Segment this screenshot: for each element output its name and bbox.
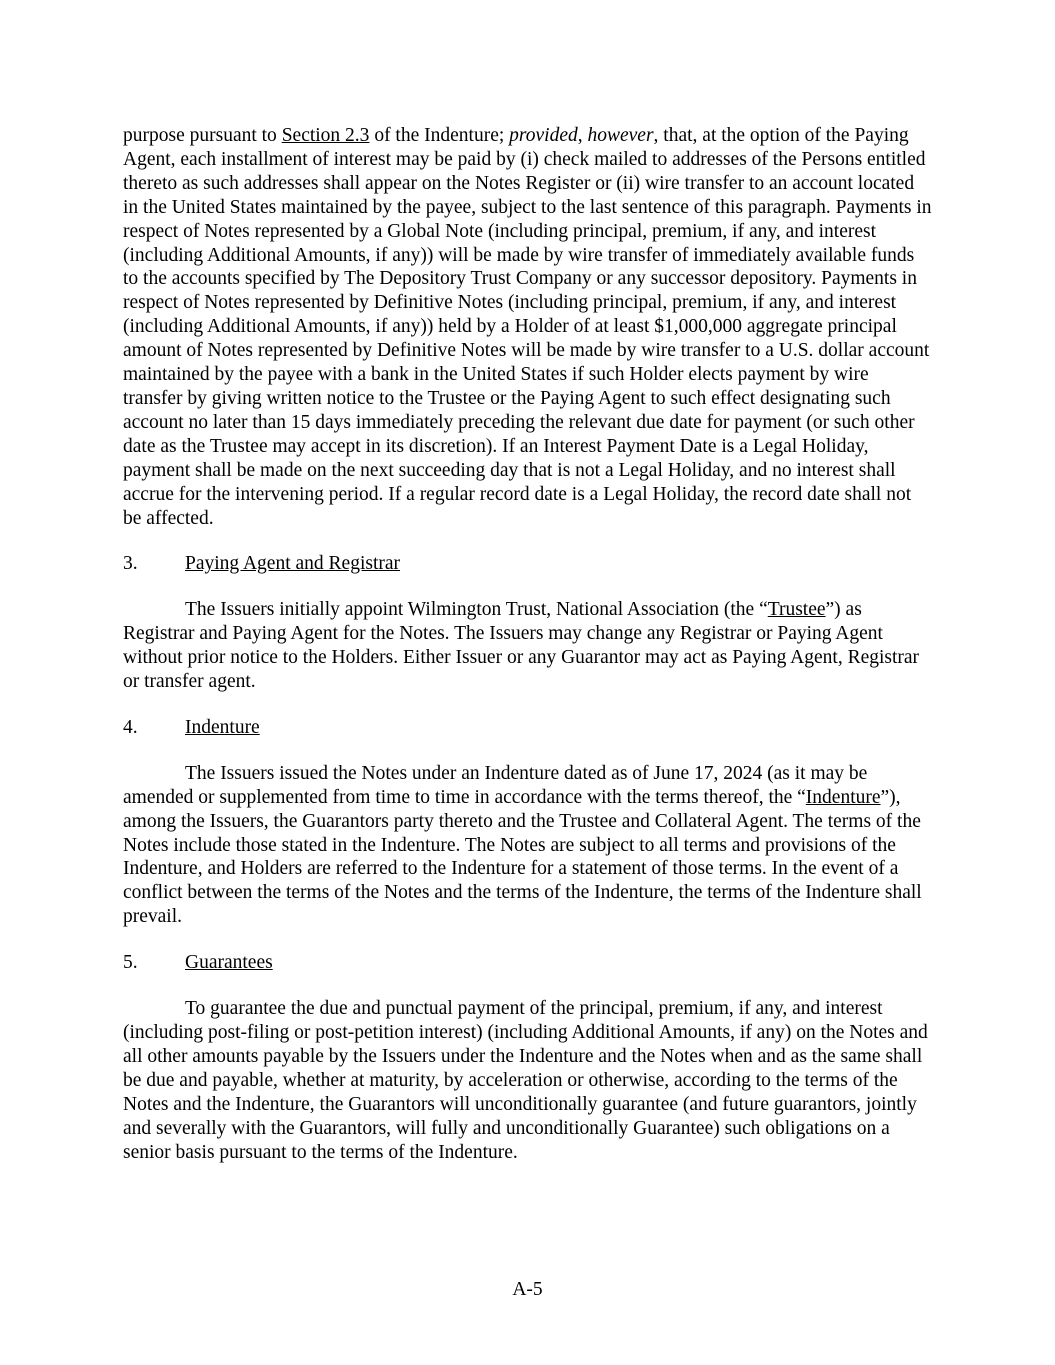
section-heading <box>123 951 933 975</box>
section-number: 5. <box>123 952 138 974</box>
body-paragraph <box>123 124 933 530</box>
text-run: of the Indenture; <box>369 125 510 146</box>
text-run: ”), among the Issuers, the Guarantors party thereto and the Trustee and Collateral Agent. The terms of the Notes include those stated in the Indenture. The Notes are subject to all terms and provisions of the Indenture, and Holders are referred to the Indenture for a statement of those terms. In the event of a conflict between the terms of the Notes and the terms of the Indenture, the terms of the Indenture shall prevail. <box>123 786 922 928</box>
document-body <box>123 124 933 1164</box>
section-heading <box>123 716 933 740</box>
section-heading <box>123 552 933 576</box>
text-run: , that, at the option of the Paying Agent, each installment of interest may be paid by (i) check mailed to addresses of the Persons entitled thereto as such addresses shall appear on the Notes Register or (ii) wire transfer to an account located in the United States maintained by the payee, subject to the last sentence of this paragraph. Payments in respect of Notes represented by a Global Note (including principal, premium, if any, and interest (including Additional Amounts, if any)) will be made by wire transfer of immediately available funds to the accounts specified by The Depository Trust Company or any successor depository. Payments in respect of Notes represented by Definitive Notes (including principal, premium, if any, and interest (including Additional Amounts, if any)) held by a Holder of at least $1,000,000 aggregate principal amount of Notes represented by Definitive Notes will be made by wire transfer to a U.S. dollar account maintained by the payee with a bank in the United States if such Holder elects payment by wire transfer by giving written notice to the Trustee or the Paying Agent to such effect designating such account no later than 15 days immediately preceding the relevant due date for payment (or such other date as the Trustee may accept in its discretion). If an Interest Payment Date is a Legal Holiday, payment shall be made on the next succeeding day that is not a Legal Holiday, and no interest shall accrue for the intervening period. If a regular record date is a Legal Holiday, the record date shall not be affected. <box>123 125 932 529</box>
text-run: The Issuers initially appoint Wilmington Trust, National Association (the “ <box>185 599 768 621</box>
body-paragraph <box>123 997 933 1164</box>
section-title: Paying Agent and Registrar <box>185 553 401 575</box>
text-run: The Issuers issued the Notes under an Indenture dated as of June 17, 2024 (as it may be amended or supplemented from time to time in accordance with the terms thereof, the “ <box>123 762 868 808</box>
underlined-text: Section 2.3 <box>281 125 370 146</box>
text-run: To guarantee the due and punctual payment of the principal, premium, if any, and interest (including post-filing or post-petition interest) (including Additional Amounts, if any) on the Notes and all other amounts payable by the Issuers under the Indenture and the Notes when and as the same shall be due and payable, whether at maturity, by acceleration or otherwise, according to the terms of the Notes and the Indenture, the Guarantors will unconditionally guarantee (and future guarantors, jointly and severally with the Guarantors, will fully and unconditionally Guarantee) such obligations on a senior basis pursuant to the terms of the Indenture. <box>123 998 928 1163</box>
section-number: 3. <box>123 553 138 575</box>
text-run: purpose pursuant to <box>123 125 282 146</box>
italic-text: however <box>587 125 654 146</box>
underlined-text: Indenture <box>805 786 881 808</box>
section-title: Guarantees <box>185 952 273 974</box>
body-paragraph <box>123 762 933 929</box>
underlined-text: Trustee <box>767 599 826 621</box>
section-title: Indenture <box>185 716 260 738</box>
body-paragraph <box>123 598 933 694</box>
section-number: 4. <box>123 716 138 738</box>
text-run: , <box>577 125 588 146</box>
italic-text: provided <box>509 125 578 146</box>
text-run: ”) as Registrar and Paying Agent for the Notes. The Issuers may change any Registrar or Paying Agent without prior notice to the Holders. Either Issuer or any Guarantor may act as Paying Agent, Registrar or transfer agent. <box>123 599 920 693</box>
page-number: A-5 <box>512 1279 543 1300</box>
